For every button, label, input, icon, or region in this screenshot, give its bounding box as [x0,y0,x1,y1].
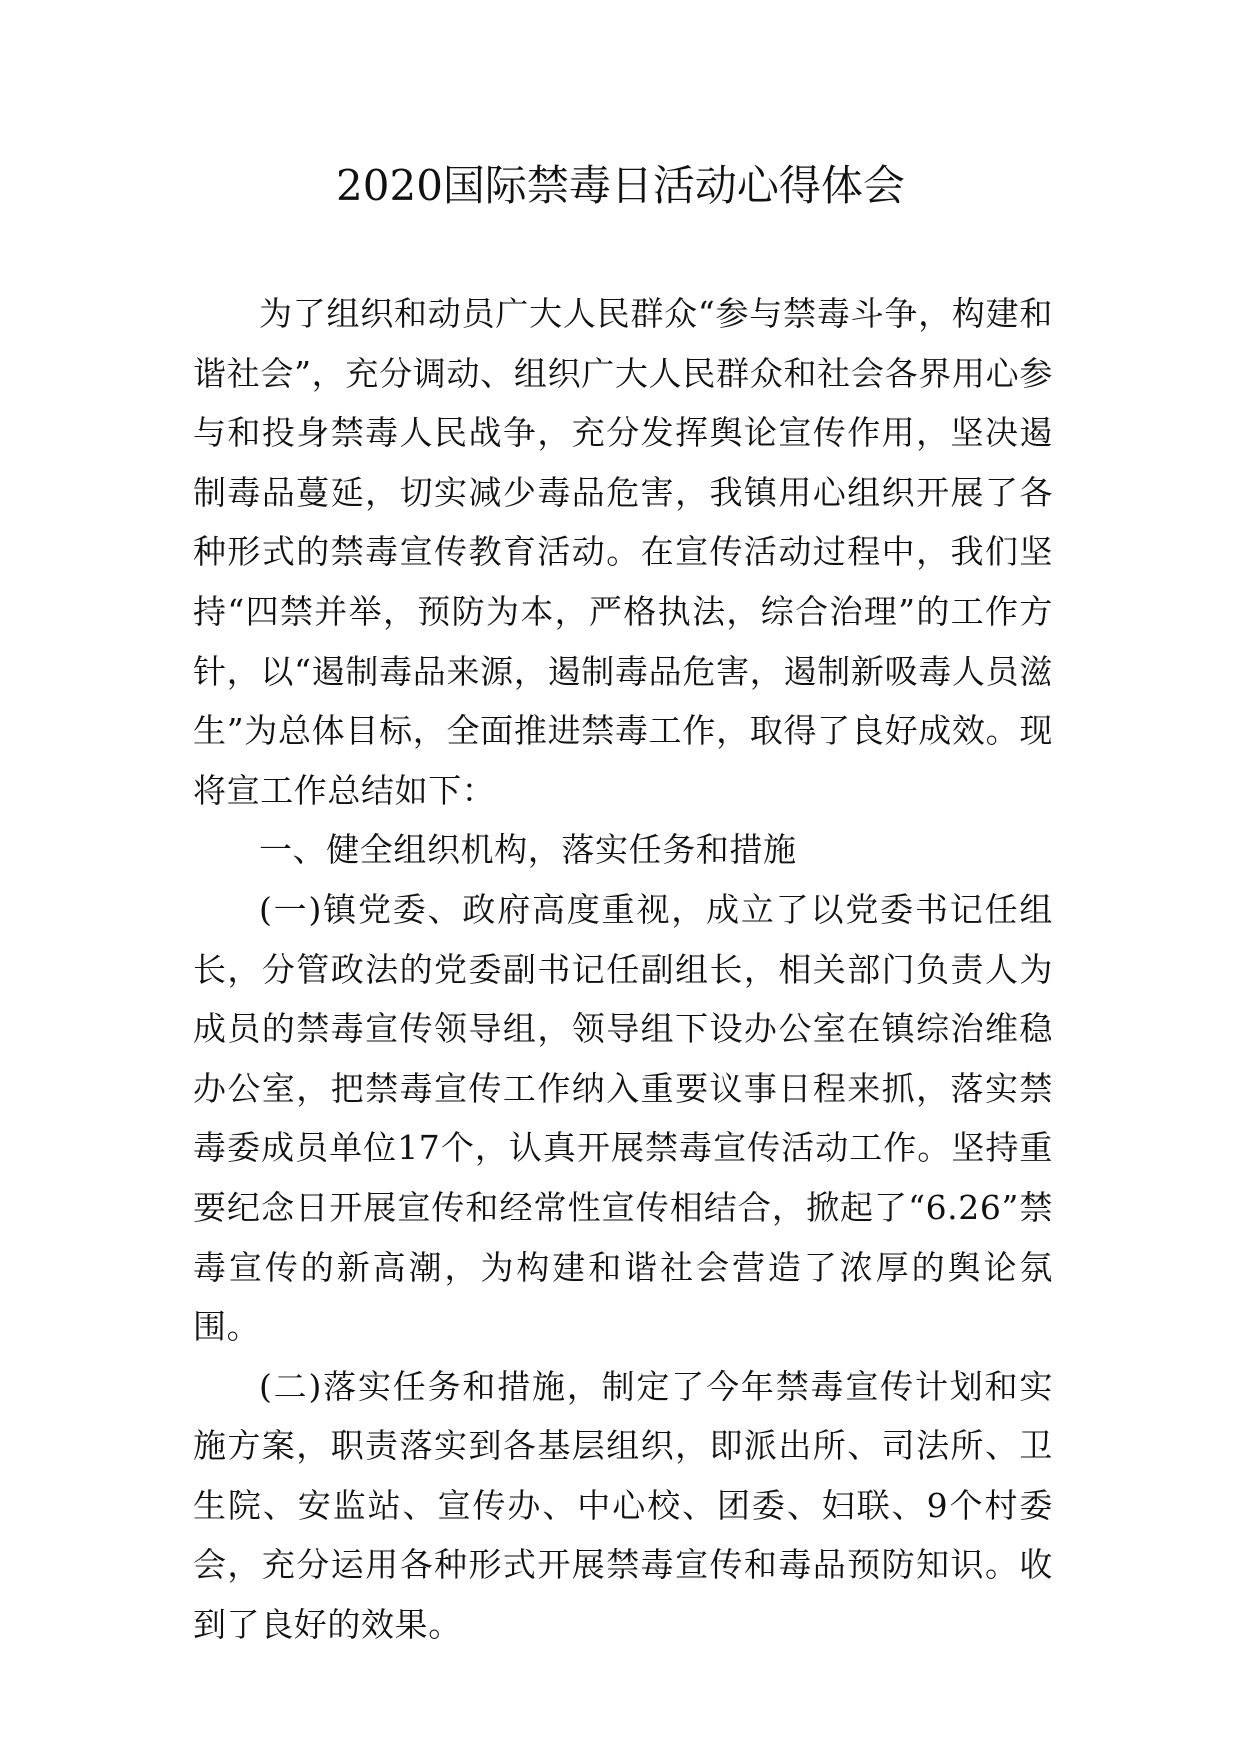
intro-paragraph: 为了组织和动员广大人民群众“参与禁毒斗争，构建和谐社会”，充分调动、组织广大人民群众和社会各界用心参与和投身禁毒人民战争，充分发挥舆论宣传作用，坚决遏制毒品蔓延，切实减少毒品危害，我镇用心组织开展了各种形式的禁毒宣传教育活动。在宣传活动过程中，我们坚持“四禁并举，预防为本，严格执法，综合治理”的工作方针，以“遏制毒品来源，遏制毒品危害，遏制新吸毒人员滋生”为总体目标，全面推进禁毒工作，取得了良好成效。现将宣工作总结如下： [193,294,1053,810]
document-title: 2020国际禁毒日活动心得体会 [336,161,905,210]
section-heading-1: 一、健全组织机构，落实任务和措施 [259,830,797,870]
paragraph-item-1: (一)镇党委、政府高度重视，成立了以党委书记任组长，分管政法的党委副书记任副组长，相关部门负责人为成员的禁毒宣传领导组，领导组下设办公室在镇综治维稳办公室，把禁毒宣传工作纳入重要议事日程来抓，落实禁毒委成员单位17个，认真开展禁毒宣传活动工作。坚持重要纪念日开展宣传和经常性宣传相结合，掀起了“6.26”禁毒宣传的新高潮，为构建和谐社会营造了浓厚的舆论氛围。 [193,889,1053,1347]
paragraph-item-2: (二)落实任务和措施，制定了今年禁毒宣传计划和实施方案，职责落实到各基层组织，即派出所、司法所、卫生院、安监站、宣传办、中心校、团委、妇联、9个村委会，充分运用各种形式开展禁毒宣传和毒品预防知识。收到了良好的效果。 [193,1366,1053,1645]
document-body [193,284,1053,1655]
